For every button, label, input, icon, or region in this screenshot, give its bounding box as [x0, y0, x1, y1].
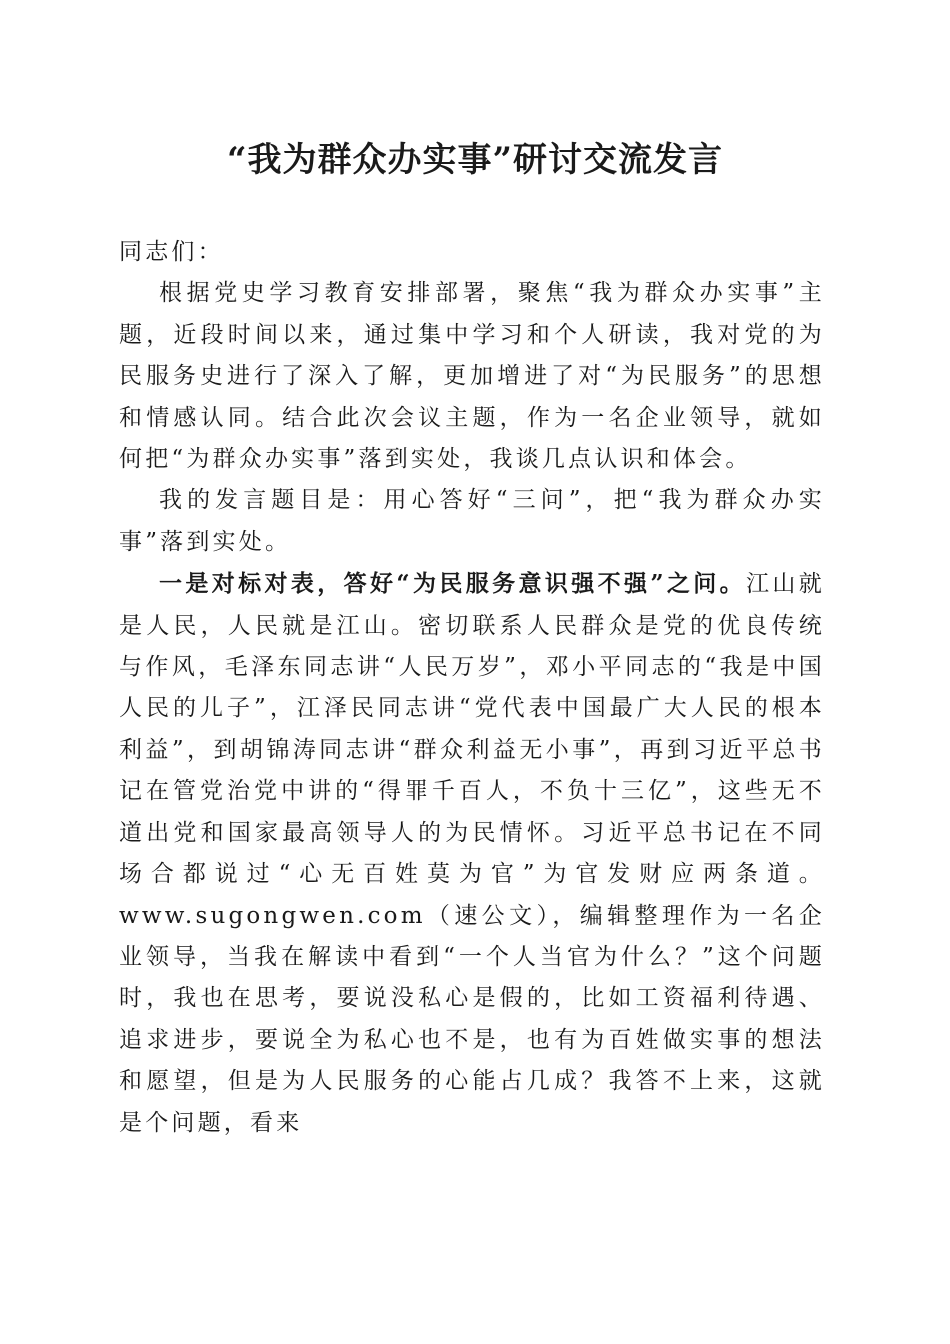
paragraph-2-text: 我的发言题目是：用心答好“三问”，把“我为群众办实事”落到实处。	[119, 487, 825, 555]
paragraph-3-text: 江山就是人民，人民就是江山。密切联系人民群众是党的优良传统与作风，毛泽东同志讲“人民万岁”，邓小平同志的“我是中国人民的儿子”，江泽民同志讲“党代表中国最广大人民的根本利益”，到胡锦涛同志讲“群众利益无小事”，再到习近平总书记在管党治党中讲的“得罪千百人，不负十三亿”，这些无不道出党和国家最高领导人的为民情怀。习近平总书记在不同场合都说过“心无百姓莫为官”为官发财应两条道。www.sugongwen.com（速公文），编辑整理作为一名企业领导，当我在解读中看到“一个人当官为什么？”这个问题时，我也在思考，要说没私心是假的，比如工资福利待遇、追求进步，要说全为私心也不是，也有为百姓做实事的想法和愿望，但是为人民服务的心能占几成？我答不上来，这就是个问题，看来	[119, 571, 825, 1136]
paragraph-3	[119, 563, 825, 1144]
document-body	[119, 232, 825, 1144]
document-title: “我为群众办实事”研讨交流发言	[226, 140, 724, 180]
salutation: 同志们：	[119, 239, 224, 265]
paragraph-1	[119, 273, 825, 480]
paragraph-1-text: 根据党史学习教育安排部署，聚焦“我为群众办实事”主题，近段时间以来，通过集中学习和个人研读，我对党的为民服务史进行了深入了解，更加增进了对“为民服务”的思想和情感认同。结合此次会议主题，作为一名企业领导，就如何把“为群众办实事”落到实处，我谈几点认识和体会。	[119, 280, 825, 473]
paragraph-2	[119, 480, 825, 563]
paragraph-3-lead: 一是对标对表，答好“为民服务意识强不强”之问。	[159, 570, 747, 598]
